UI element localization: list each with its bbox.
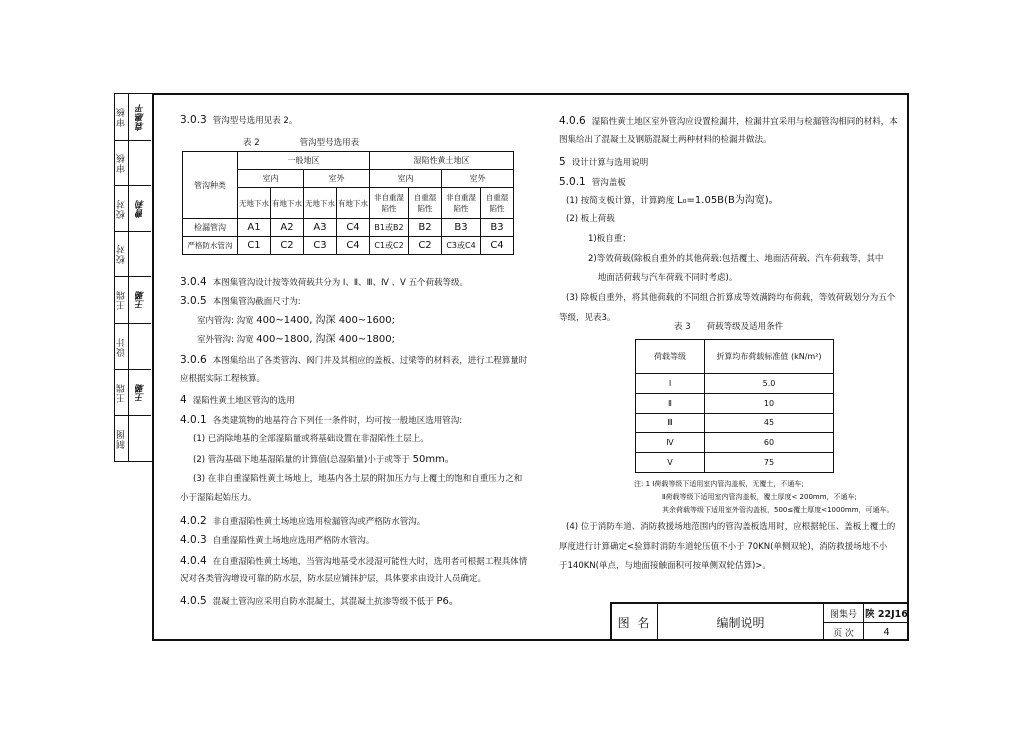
approval-cell xyxy=(115,141,151,186)
table3-note-2: Ⅱ荷载等级下适用室内管沟盖板，覆土厚度< 200mm，不通车; xyxy=(662,493,857,501)
table-subheader: 无地下水 xyxy=(304,188,337,219)
table-row: Ⅳ 60 xyxy=(636,433,834,453)
clause-4-0-2: 4.0.2 非自重湿陷性黄土场地应选用检漏管沟或严格防水管沟。 xyxy=(180,515,426,527)
table-subheader: 有地下水 xyxy=(271,188,304,219)
title-block xyxy=(610,602,909,641)
clause-3-0-6-cont: 应根据实际工程核算。 xyxy=(180,374,266,384)
table-header: 室外 xyxy=(442,170,514,188)
table-row: 检漏管沟 A1 A2 A3 C4 B1或B2 B2 B3 B3 xyxy=(183,219,514,237)
table3-caption: 表 3 荷载等级及适用条件 xyxy=(674,322,784,332)
table-header: 一般地区 xyxy=(238,152,370,170)
load-level-table xyxy=(635,339,834,473)
clause-4-0-1-3: (3) 在非自重湿陷性黄土场地上，地基内各土层的附加压力与上覆土的饱和自重压力之和 xyxy=(193,474,523,484)
approval-strip xyxy=(114,93,152,462)
table-header: 折算均布荷载标准值 (kN/m²) xyxy=(705,340,834,374)
table-row: Ⅴ 75 xyxy=(636,453,834,473)
clause-3-0-4: 3.0.4 本图集管沟设计按等效荷载共分为 Ⅰ、Ⅱ、Ⅲ、Ⅳ 、Ⅴ 五个荷载等级。 xyxy=(180,276,469,288)
approval-cell xyxy=(115,232,151,277)
clause-4-0-1: 4.0.1 各类建筑物的地基符合下列任一条件时，均可按一般地区选用管沟: xyxy=(180,414,463,426)
table3-note-3: 其余荷载等级下适用室外管沟盖板，500≤覆土厚度<1000mm，可通车。 xyxy=(662,506,894,514)
clause-5-0-1-4: (4) 位于消防车道、消防救援场地范围内的管沟盖板选用时，应根据轮压、盖板上覆土的 xyxy=(566,522,896,532)
clause-3-0-5-indoor: 室内管沟: 沟宽 400~1400, 沟深 400~1600; xyxy=(197,315,396,326)
clause-5-0-1-1: (1) 按简支板计算，计算跨度 L₀=1.05B(B为沟宽)。 xyxy=(566,195,779,206)
heading-4: 4 湿陷性黄土地区管沟的选用 xyxy=(180,394,295,406)
drawing-name-label: 图 名 xyxy=(612,604,658,641)
table-subheader: 无地下水 xyxy=(238,188,271,219)
clause-4-0-4: 4.0.4 在自重湿陷性黄土场地，当管沟地基受水浸湿可能性大时，选用者可根据工程具体情 xyxy=(180,555,528,567)
clause-4-0-6-cont: 图集给出了混凝土及钢筋混凝土两种材料的检漏井做法。 xyxy=(559,135,772,145)
clause-5-0-1-2: (2) 板上荷载 xyxy=(566,214,615,224)
table-row: Ⅲ 45 xyxy=(636,413,834,433)
clause-5-0-1-2-2-cont: 地面活荷载与汽车荷载不同时考虑)。 xyxy=(598,273,738,283)
clause-4-0-4-cont: 况对各类管沟增设可靠的防水层，防水层应铺抹护层，具体要求由设计人员确定。 xyxy=(180,574,487,584)
table-subheader: 非自重湿陷性 xyxy=(370,188,409,219)
clause-5-0-1-3: (3) 除板自重外，将其他荷载的不同组合折算成等效满跨均布荷载，等效荷载划分为五个 xyxy=(566,293,896,303)
approval-cell-check xyxy=(115,186,151,232)
drawing-name: 编制说明 xyxy=(658,604,824,641)
table-row: Ⅱ 10 xyxy=(636,393,834,413)
clause-4-0-6: 4.0.6 湿陷性黄土地区室外管沟应设置检漏井，检漏井宜采用与检漏管沟相同的材料，本 xyxy=(559,115,898,127)
clause-3-0-6: 3.0.6 本图集给出了各类管沟、阀门井及其相应的盖板、过梁等的材料表，进行工程算量时 xyxy=(180,354,528,366)
table-header: 室内 xyxy=(370,170,442,188)
heading-5: 5 设计计算与选用说明 xyxy=(559,156,649,168)
approval-label: 校对 xyxy=(117,244,127,264)
clause-4-0-1-2: (2) 管沟基础下地基湿陷量的计算值(总湿陷量)小于或等于 50mm。 xyxy=(193,454,455,465)
page-number: 4 xyxy=(883,626,890,638)
table3-note-1: 注: 1 Ⅰ荷载等级下适用室内管沟盖板，无覆土，不通车; xyxy=(634,480,804,488)
clause-5-0-1-2-2: 2)等效荷载(除板自重外的其他荷载:包括覆土、地面活荷载、汽车荷载等，其中 xyxy=(588,254,884,264)
approval-label: 审核 xyxy=(117,107,127,127)
table-subheader: 非自重湿陷性 xyxy=(442,188,481,219)
table2-caption: 表 2 管沟型号选用表 xyxy=(243,138,360,148)
approval-cell-review xyxy=(115,94,151,141)
approval-label: 审核 xyxy=(117,153,127,173)
clause-5-0-1-3-cont: 等级，见表3。 xyxy=(559,313,616,323)
table-header: 室内 xyxy=(238,170,304,188)
signature: 王璐 xyxy=(135,383,146,402)
approval-cell xyxy=(115,416,151,461)
clause-3-0-5-outdoor: 室外管沟: 沟宽 400~1800, 沟深 400~1800; xyxy=(197,334,396,345)
clause-5-0-1-4-cont: 厚度进行计算确定<验算时消防车道轮压值不小于 70KN(单侧双轮)，消防救援场地不小 xyxy=(559,542,888,552)
clause-3-0-5: 3.0.5 本图集管沟截面尺寸为: xyxy=(180,295,301,307)
approval-cell xyxy=(115,324,151,370)
table-header: 室外 xyxy=(304,170,370,188)
approval-label: 制图 xyxy=(117,428,127,449)
approval-label: 校对 xyxy=(117,198,127,219)
table-header: 湿陷性黄土地区 xyxy=(370,152,514,170)
table-row: Ⅰ 5.0 xyxy=(636,374,834,394)
approval-label: 设计 xyxy=(117,336,127,357)
page-number-label: 页 次 xyxy=(824,623,864,641)
table-subheader: 有地下水 xyxy=(337,188,370,219)
table-row: 严格防水管沟 C1 C2 C3 C4 C1或C2 C2 C3或C4 C4 xyxy=(183,237,514,255)
clause-3-0-3: 3.0.3 管沟型号选用见表 2。 xyxy=(180,114,298,126)
clause-4-0-5: 4.0.5 混凝土管沟应采用自防水混凝土，其混凝土抗渗等级不低于 P6。 xyxy=(180,595,459,607)
signature: 袁惠平 xyxy=(135,103,146,131)
clause-5-0-1: 5.0.1 管沟盖板 xyxy=(559,176,626,188)
signature: 王璐 xyxy=(135,291,146,309)
approval-label: 王瑞 xyxy=(117,382,127,403)
signature: 曹莉 xyxy=(135,199,146,218)
clause-5-0-1-4-cont2: 于140KN(单点，与地面接触面积可按单侧双轮估算)>。 xyxy=(559,561,771,571)
clause-4-0-3: 4.0.3 自重湿陷性黄土场地应选用严格防水管沟。 xyxy=(180,534,375,546)
clause-4-0-1-3-cont: 小于湿陷起始压力。 xyxy=(180,493,257,503)
table-subheader: 自重湿陷性 xyxy=(409,188,442,219)
approval-cell-drawing xyxy=(115,370,151,416)
atlas-number-label: 图集号 xyxy=(824,604,864,623)
clause-5-0-1-2-1: 1)板自重； xyxy=(588,234,631,244)
approval-label: 王瑞 xyxy=(117,290,127,310)
atlas-number: 陕 22J16 xyxy=(864,604,909,623)
clause-4-0-1-1: (1) 已消除地基的全部湿陷量或将基础设置在非湿陷性土层上。 xyxy=(193,434,429,444)
table-header: 荷载等级 xyxy=(636,340,705,374)
table-subheader: 自重湿陷性 xyxy=(481,188,514,219)
pipe-trench-table xyxy=(182,151,514,255)
table-header: 管沟种类 xyxy=(183,152,238,219)
approval-cell-design xyxy=(115,277,151,324)
